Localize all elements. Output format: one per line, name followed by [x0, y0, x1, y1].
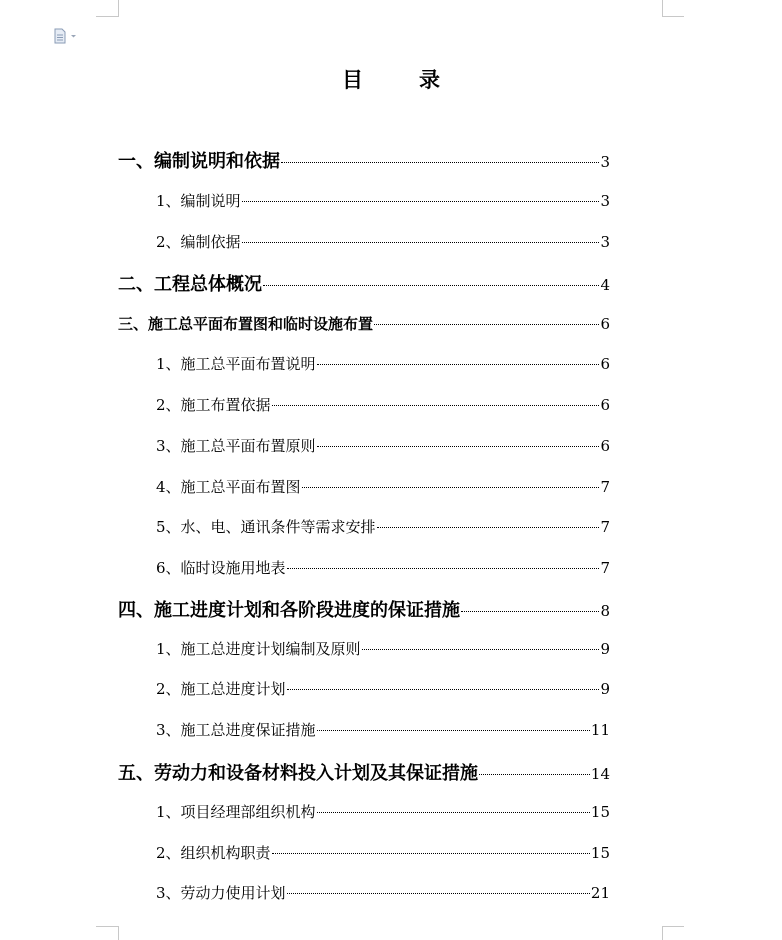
toc-entry-text: 3、劳动力使用计划 [156, 884, 286, 902]
toc-entry[interactable] [156, 394, 610, 415]
corner-mark-bottom-right-v [662, 926, 663, 940]
corner-mark-top-left-v [118, 0, 119, 17]
toc-entry-text: 2、施工总进度计划 [156, 680, 286, 698]
dot-leader [302, 487, 600, 488]
toc-entry-page: 8 [600, 602, 610, 620]
toc-entry-text: 1、项目经理部组织机构 [156, 803, 316, 821]
dot-leader [461, 611, 599, 612]
toc-entry-page: 9 [600, 680, 610, 698]
dot-leader [317, 812, 590, 813]
document-icon[interactable] [54, 28, 76, 44]
toc-entry-text: 2、编制依据 [156, 233, 241, 251]
toc-entry-page: 7 [600, 518, 610, 536]
dot-leader [479, 774, 590, 775]
toc-entry-page: 3 [600, 192, 610, 210]
toc-entry[interactable] [156, 231, 610, 252]
toc-entry[interactable] [156, 476, 610, 497]
toc-entry-text: 4、施工总平面布置图 [156, 478, 301, 496]
toc-entry-page: 7 [600, 559, 610, 577]
toc-entry-page: 6 [600, 315, 610, 333]
toc-entry[interactable] [118, 759, 610, 785]
corner-mark-top-left-h [96, 16, 118, 17]
toc-entry-text: 2、组织机构职责 [156, 844, 271, 862]
toc-entry[interactable] [156, 638, 610, 659]
toc-entry-page: 15 [590, 803, 610, 821]
toc-entry-text: 5、水、电、通讯条件等需求安排 [156, 518, 376, 536]
dot-leader [317, 446, 600, 447]
toc-entry-page: 11 [590, 721, 610, 739]
title-char-2: 录 [419, 67, 440, 92]
toc-entry[interactable] [156, 678, 610, 699]
toc-entry-page: 9 [600, 640, 610, 658]
dot-leader [374, 324, 599, 325]
toc-entry[interactable] [118, 596, 610, 622]
toc-entry-page: 14 [590, 765, 610, 783]
dot-leader [242, 242, 600, 243]
toc-entry[interactable] [156, 190, 610, 211]
toc-entry-text: 五、劳动力和设备材料投入计划及其保证措施 [118, 763, 478, 784]
dot-leader [263, 285, 599, 286]
dot-leader [287, 893, 590, 894]
toc-title [0, 64, 782, 94]
dot-leader [362, 649, 600, 650]
dot-leader [377, 527, 600, 528]
corner-mark-top-right-h [662, 16, 684, 17]
toc-entry[interactable] [156, 353, 610, 374]
toc-entry-page: 6 [600, 437, 610, 455]
toc-entry-page: 6 [600, 396, 610, 414]
toc-entry-text: 1、编制说明 [156, 192, 241, 210]
toc-entry-page: 3 [600, 153, 610, 171]
corner-mark-bottom-left-h [96, 926, 118, 927]
toc-entry-page: 4 [600, 276, 610, 294]
toc-entry-text: 二、工程总体概况 [118, 274, 262, 295]
toc-entry-page: 7 [600, 478, 610, 496]
toc-entry[interactable] [156, 516, 610, 537]
toc-entry-text: 6、临时设施用地表 [156, 559, 286, 577]
corner-mark-bottom-right-h [662, 926, 684, 927]
title-char-1: 目 [342, 67, 363, 92]
dot-leader [242, 201, 600, 202]
toc-entry-text: 1、施工总平面布置说明 [156, 355, 316, 373]
toc-entry[interactable] [156, 882, 610, 903]
corner-mark-top-right-v [662, 0, 663, 17]
corner-mark-bottom-left-v [118, 926, 119, 940]
dot-leader [287, 568, 600, 569]
toc-entry-text: 2、施工布置依据 [156, 396, 271, 414]
dot-leader [317, 730, 590, 731]
toc-entry[interactable] [156, 557, 610, 578]
toc-entry[interactable] [118, 313, 610, 334]
dot-leader [287, 689, 600, 690]
toc-entry-page: 6 [600, 355, 610, 373]
dot-leader [281, 162, 599, 163]
toc-entry-text: 三、施工总平面布置图和临时设施布置 [118, 315, 374, 333]
toc-entry-page: 21 [590, 884, 610, 902]
toc-entry-page: 3 [600, 233, 610, 251]
toc-entry-text: 3、施工总平面布置原则 [156, 437, 316, 455]
toc-entry[interactable] [118, 270, 610, 296]
toc-entry[interactable] [156, 801, 610, 822]
toc-entry[interactable] [118, 147, 610, 173]
toc-entry[interactable] [156, 719, 610, 740]
toc-entry-text: 四、施工进度计划和各阶段进度的保证措施 [118, 600, 460, 621]
toc-entry[interactable] [156, 842, 610, 863]
toc-entry-text: 1、施工总进度计划编制及原则 [156, 640, 361, 658]
toc-entry-page: 15 [590, 844, 610, 862]
toc-entry-text: 3、施工总进度保证措施 [156, 721, 316, 739]
dot-leader [272, 405, 600, 406]
dot-leader [272, 853, 590, 854]
toc-entry[interactable] [156, 435, 610, 456]
toc-entry-text: 一、编制说明和依据 [118, 151, 280, 172]
dot-leader [317, 364, 600, 365]
